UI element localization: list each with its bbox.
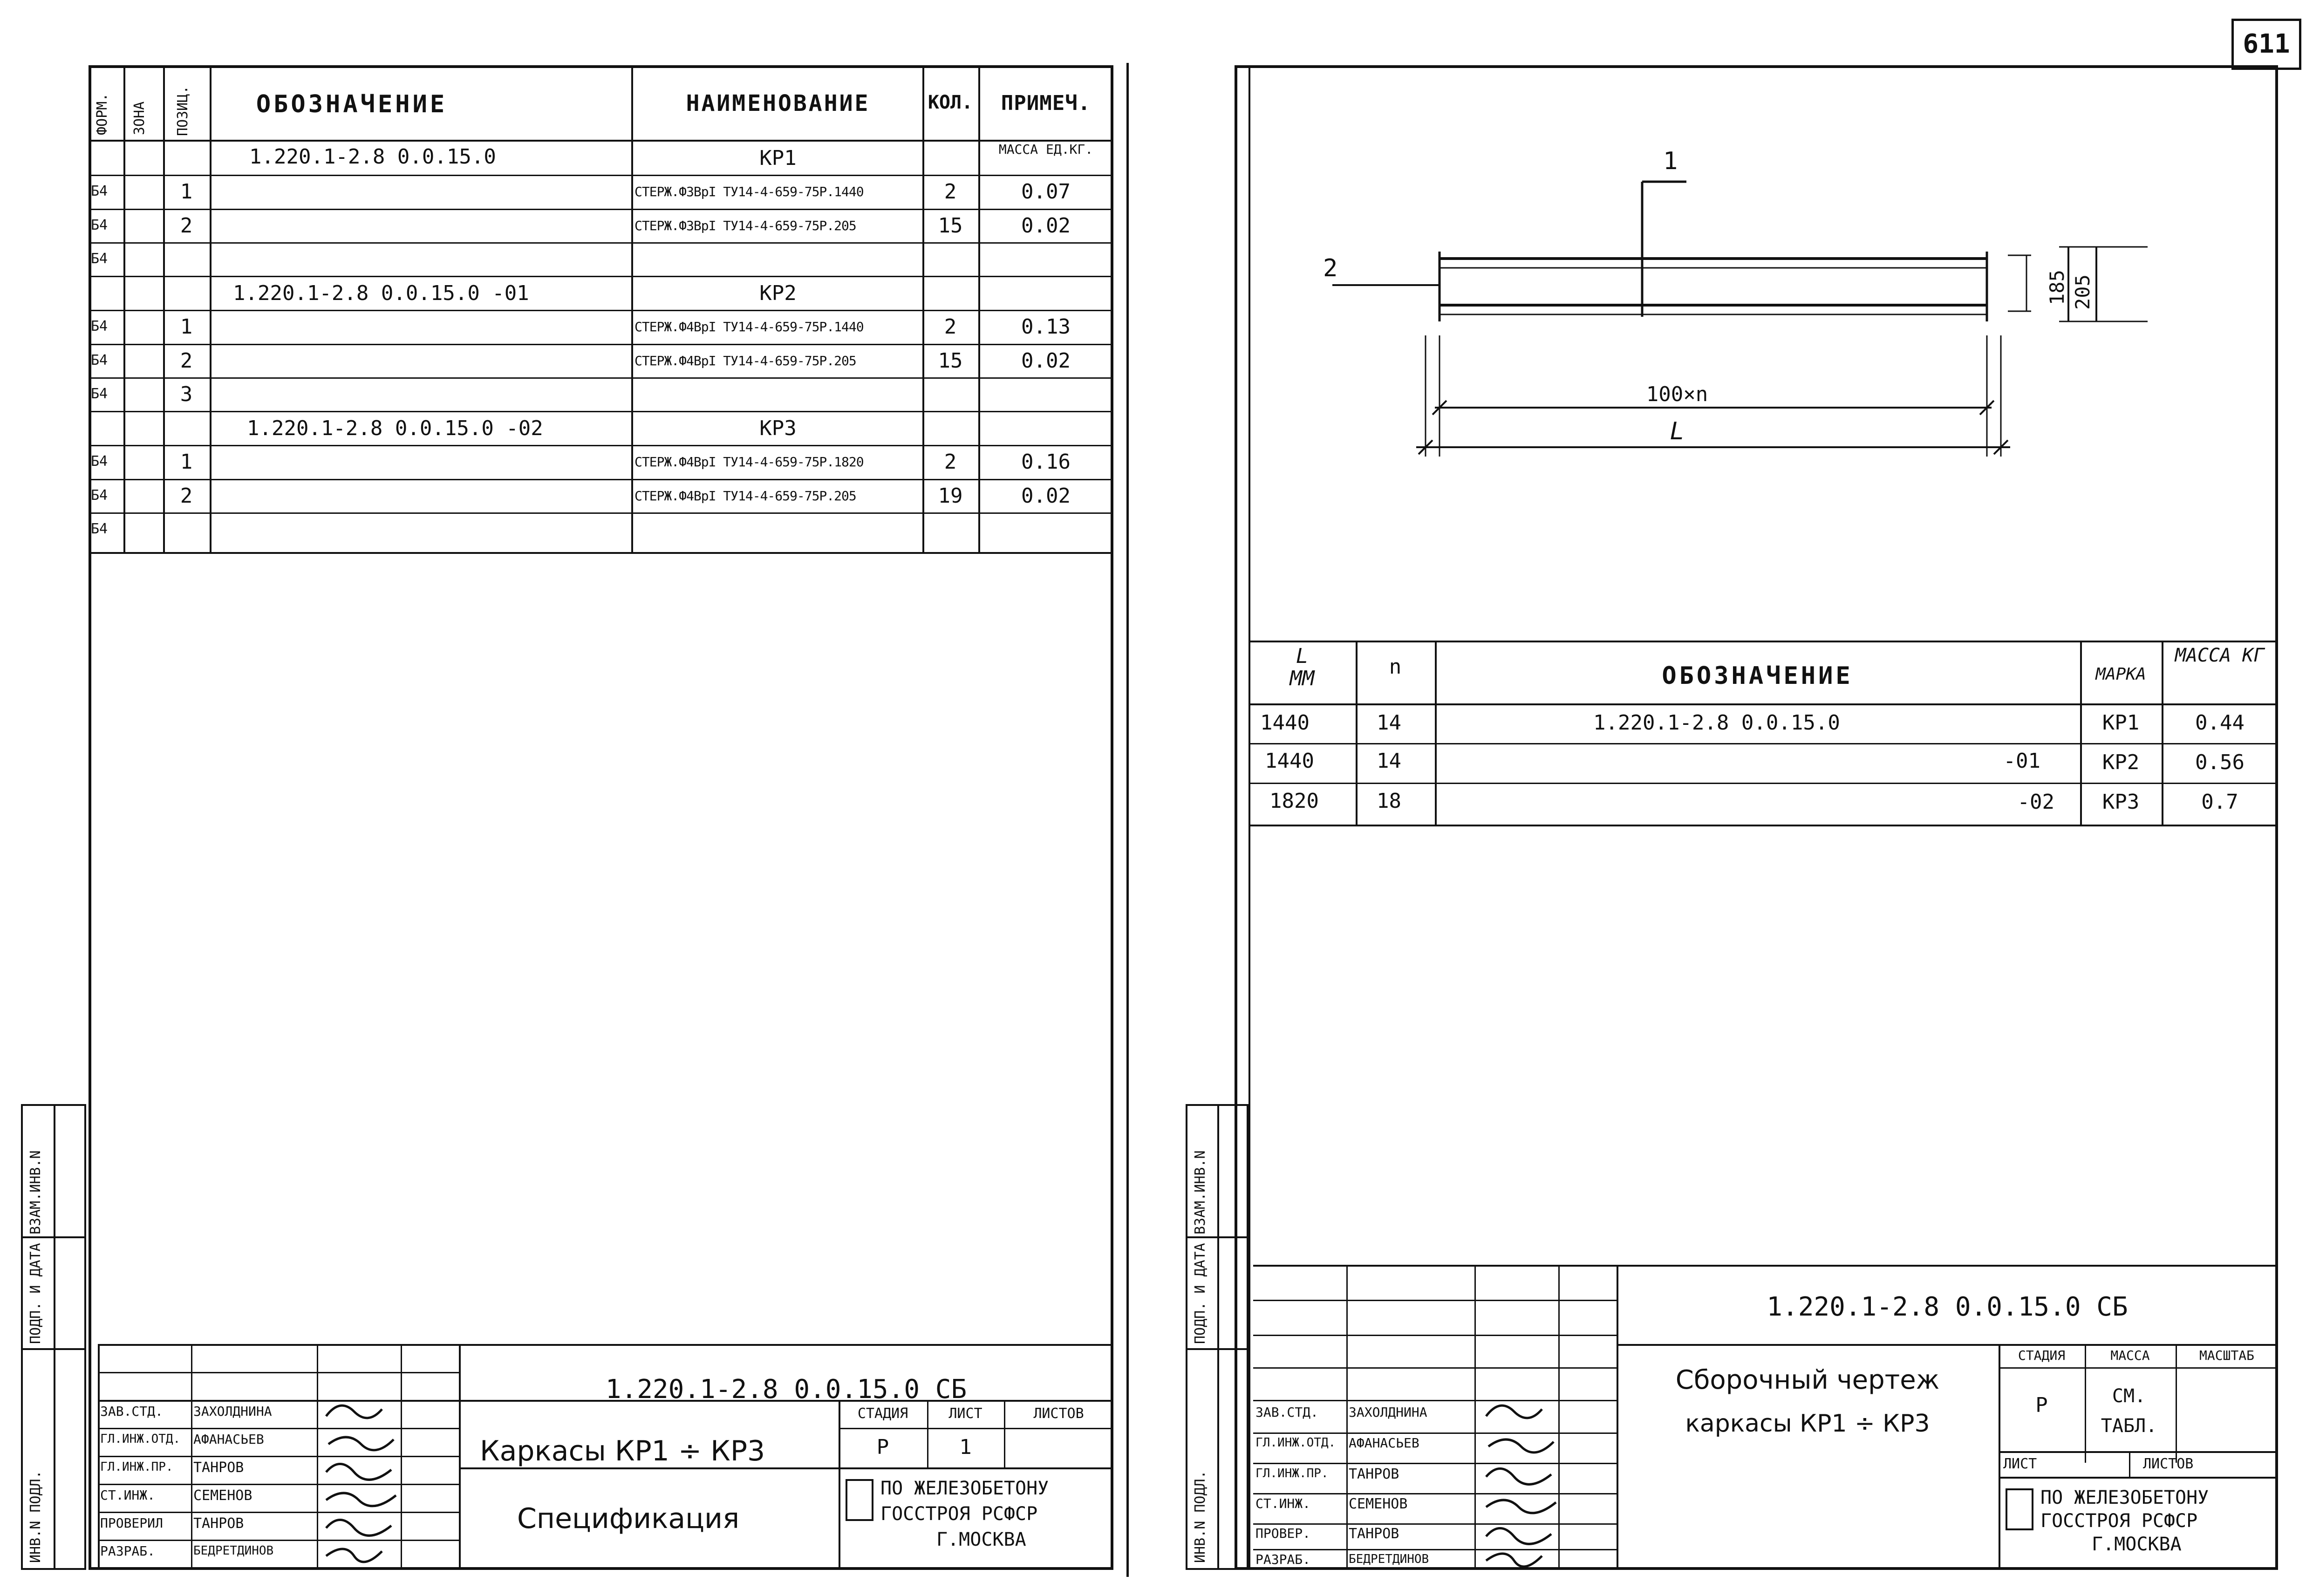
col-mark-header: МАРКА — [2095, 665, 2146, 684]
right-doc-title-line1: Сборочный чертеж — [1675, 1365, 1940, 1395]
table-row-mass: 0.44 — [2195, 711, 2245, 735]
table-row-qty: 2 — [944, 180, 957, 204]
table-row-format: Б4 — [91, 183, 108, 199]
table-row-format: Б4 — [91, 251, 108, 267]
left-org-line2: ГОССТРОЯ РСФСР — [880, 1503, 1038, 1525]
stamp-inv: ИНВ.N ПОДЛ. — [27, 1470, 44, 1563]
col-mass-header: МАССА КГ — [2175, 645, 2265, 666]
person-name: СЕМЕНОВ — [1349, 1496, 1408, 1512]
right-sheets-label: ЛИСТОВ — [2143, 1456, 2194, 1472]
table-row-L: 1440 — [1260, 711, 1310, 735]
table-row-n: 14 — [1377, 711, 1401, 735]
person-role: ГЛ.ИНЖ.ПР. — [1255, 1466, 1329, 1480]
col-pos-header: ПОЗИЦ. — [175, 85, 191, 136]
table-row-name: КР3 — [759, 416, 797, 440]
table-row-qty: 15 — [938, 214, 963, 238]
table-row-L: 1440 — [1265, 749, 1314, 773]
left-sheet: 1 — [959, 1435, 972, 1459]
right-mass-label: МАССА — [2110, 1348, 2150, 1363]
table-row-name: КР2 — [759, 281, 797, 305]
col-name-header: НАИМЕНОВАНИЕ — [686, 90, 870, 116]
table-row-format: Б4 — [91, 217, 108, 233]
table-row-pos: 1 — [180, 450, 193, 474]
table-row-pos: 1 — [180, 315, 193, 339]
person-name: ТАНРОВ — [1349, 1526, 1399, 1542]
table-row-L: 1820 — [1269, 789, 1319, 813]
stamp-podp: ПОДП. И ДАТА — [1192, 1243, 1208, 1344]
person-role: ГЛ.ИНЖ.ОТД. — [1255, 1436, 1336, 1450]
col-n-header: n — [1389, 655, 1402, 679]
table-row-mark: КР3 — [2102, 790, 2140, 814]
left-sheet-label: ЛИСТ — [948, 1405, 982, 1422]
col-qty-header: КОЛ. — [928, 92, 973, 113]
person-role: РАЗРАБ. — [1255, 1552, 1311, 1567]
right-mass: СМ. ТАБЛ. — [2101, 1385, 2157, 1437]
fold-line — [1126, 63, 1129, 1577]
stamp-vzam: ВЗАМ.ИНВ.N — [1192, 1150, 1208, 1235]
left-sheets-label: ЛИСТОВ — [1033, 1405, 1084, 1422]
person-role: СТ.ИНЖ. — [100, 1487, 156, 1503]
stamp-vzam: ВЗАМ.ИНВ.N — [27, 1150, 44, 1235]
table-row-n: 18 — [1377, 789, 1401, 813]
person-role: РАЗРАБ. — [100, 1543, 156, 1559]
left-doc-code: 1.220.1-2.8 0.0.15.0 СБ — [605, 1374, 967, 1405]
right-stage-label: СТАДИЯ — [2018, 1348, 2066, 1363]
table-row-designation: 1.220.1-2.8 0.0.15.0 -02 — [247, 416, 543, 440]
person-name: ТАНРОВ — [193, 1515, 244, 1532]
table-row-mass: 0.56 — [2195, 750, 2245, 774]
stamp-podp: ПОДП. И ДАТА — [27, 1243, 44, 1344]
table-row-name: КР1 — [759, 146, 797, 170]
left-doc-subtitle: Спецификация — [517, 1502, 740, 1535]
person-role: ПРОВЕР. — [1255, 1526, 1311, 1541]
person-role: ПРОВЕРИЛ — [100, 1515, 163, 1531]
person-role: ЗАВ.СТД. — [100, 1404, 163, 1419]
org-logo — [846, 1479, 873, 1521]
table-row-designation: -01 — [2003, 749, 2040, 773]
person-name: БЕДРЕТДИНОВ — [1349, 1552, 1429, 1566]
table-row-name: СТЕРЖ.Ф3ВрI ТУ14-4-659-75Р.1440 — [634, 184, 864, 199]
table-row-pos: 2 — [180, 214, 193, 238]
table-row-pos: 3 — [180, 382, 193, 406]
person-name: АФАНАСЬЕВ — [193, 1432, 264, 1447]
right-org-line2: ГОССТРОЯ РСФСР — [2040, 1510, 2198, 1532]
left-stage: Р — [876, 1435, 889, 1459]
left-stage-label: СТАДИЯ — [857, 1405, 908, 1422]
person-role: ЗАВ.СТД. — [1255, 1405, 1318, 1420]
right-stage: Р — [2035, 1393, 2048, 1417]
table-row-qty: 2 — [944, 450, 957, 474]
table-row-name: СТЕРЖ.Ф3ВрI ТУ14-4-659-75Р.205 — [634, 218, 856, 233]
table-row-note: 0.02 — [1021, 349, 1071, 373]
table-row-mark: КР2 — [2102, 750, 2140, 774]
table-row-qty: 2 — [944, 315, 957, 339]
table-row-pos: 1 — [180, 180, 193, 204]
table-row-name: СТЕРЖ.Ф4ВрI ТУ14-4-659-75Р.1440 — [634, 319, 864, 334]
page-number-box — [2231, 19, 2301, 70]
table-row-format: Б4 — [91, 521, 108, 537]
table-row-format: Б4 — [91, 352, 108, 368]
right-doc-code: 1.220.1-2.8 0.0.15.0 СБ — [1767, 1292, 2128, 1322]
person-role: ГЛ.ИНЖ.ПР. — [100, 1460, 173, 1474]
dim-185: 185 — [2046, 270, 2068, 305]
table-row-designation: 1.220.1-2.8 0.0.15.0 — [1593, 711, 1840, 735]
table-row-note: 0.13 — [1021, 315, 1071, 339]
left-org-line1: ПО ЖЕЛЕЗОБЕТОНУ — [880, 1478, 1049, 1499]
dim-L: L — [1670, 417, 1685, 445]
table-row-qty: 15 — [938, 349, 963, 373]
section-label-1: 1 — [1663, 147, 1678, 175]
col-zone-header: ЗОНА — [131, 101, 148, 135]
page-number: 611 — [2243, 29, 2290, 59]
col-note-header: ПРИМЕЧ. — [1001, 91, 1091, 115]
left-doc-title: Каркасы КР1 ÷ КР3 — [480, 1435, 765, 1467]
right-sheet-label: ЛИСТ — [2003, 1456, 2037, 1472]
person-name: ЗАХОЛДНИНА — [1349, 1405, 1427, 1420]
table-row-note: 0.02 — [1021, 484, 1071, 508]
right-scale-label: МАСШТАБ — [2199, 1348, 2254, 1363]
table-row-name: СТЕРЖ.Ф4ВрI ТУ14-4-659-75Р.1820 — [634, 454, 864, 470]
table-row-format: Б4 — [91, 318, 108, 334]
person-name: СЕМЕНОВ — [193, 1487, 252, 1504]
person-name: ТАНРОВ — [1349, 1466, 1399, 1482]
table-row-pos: 2 — [180, 349, 193, 373]
dim-205: 205 — [2071, 274, 2094, 310]
col-designation-header: ОБОЗНАЧЕНИЕ — [256, 90, 448, 118]
table-row-designation: 1.220.1-2.8 0.0.15.0 — [249, 145, 496, 169]
leader-label-2: 2 — [1323, 254, 1338, 282]
table-row-qty: 19 — [938, 484, 963, 508]
table-row-n: 14 — [1377, 749, 1401, 773]
table-row-format: Б4 — [91, 487, 108, 504]
table-row-note: 0.07 — [1021, 180, 1071, 204]
stamp-inv: ИНВ.N ПОДЛ. — [1192, 1470, 1208, 1563]
person-name: АФАНАСЬЕВ — [1349, 1435, 1419, 1451]
col-format-header: ФОРМ. — [94, 93, 110, 135]
right-org-line1: ПО ЖЕЛЕЗОБЕТОНУ — [2040, 1487, 2209, 1508]
table-row-name: СТЕРЖ.Ф4ВрI ТУ14-4-659-75Р.205 — [634, 353, 856, 368]
person-name: ТАНРОВ — [193, 1460, 244, 1476]
table-row-format: Б4 — [91, 386, 108, 402]
col-designation-header: ОБОЗНАЧЕНИЕ — [1662, 662, 1853, 690]
table-row-note: 0.02 — [1021, 214, 1071, 238]
col-L-header: L ММ — [1289, 644, 1315, 691]
dim-100n: 100×n — [1646, 382, 1708, 406]
table-row-mark: КР1 — [2102, 711, 2140, 735]
person-role: ГЛ.ИНЖ.ОТД. — [100, 1432, 181, 1446]
table-row-designation: 1.220.1-2.8 0.0.15.0 -01 — [233, 281, 529, 305]
table-row-note: МАССА ЕД.КГ. — [998, 142, 1093, 157]
person-name: БЕДРЕТДИНОВ — [193, 1544, 274, 1558]
left-org-line3: Г.МОСКВА — [936, 1529, 1026, 1550]
right-org-line3: Г.МОСКВА — [2092, 1534, 2182, 1555]
person-role: СТ.ИНЖ. — [1255, 1496, 1311, 1511]
org-logo — [2006, 1488, 2033, 1530]
table-row-designation: -02 — [2017, 790, 2054, 814]
person-name: ЗАХОЛДНИНА — [193, 1404, 272, 1419]
table-row-format: Б4 — [91, 453, 108, 470]
table-row-note: 0.16 — [1021, 450, 1071, 474]
table-row-name: СТЕРЖ.Ф4ВрI ТУ14-4-659-75Р.205 — [634, 488, 856, 504]
table-row-pos: 2 — [180, 484, 193, 508]
right-doc-title-line2: каркасы КР1 ÷ КР3 — [1685, 1410, 1930, 1438]
table-row-mass: 0.7 — [2201, 790, 2238, 814]
